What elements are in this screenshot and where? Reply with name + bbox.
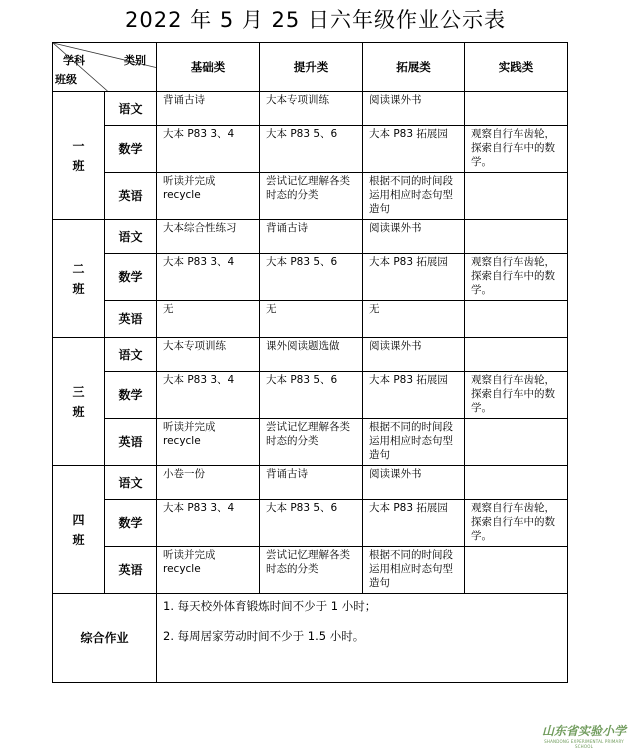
- class-name-char: 二: [72, 261, 85, 276]
- homework-cell-basic: 无: [157, 301, 260, 338]
- table-row: [53, 547, 568, 594]
- summary-row: [53, 594, 568, 683]
- subject-cell: 语文: [105, 92, 157, 126]
- summary-label: 综合作业: [53, 594, 157, 683]
- homework-cell-extension: 无: [363, 301, 465, 338]
- class-name-char: 班: [72, 532, 85, 547]
- homework-cell-basic: 大本 P83 3、4: [157, 372, 260, 419]
- table-row: [53, 173, 568, 220]
- diagonal-header-cell: [53, 43, 157, 92]
- table-row: [53, 500, 568, 547]
- homework-cell-extension: 大本 P83 拓展园: [363, 372, 465, 419]
- summary-item: 2. 每周居家劳动时间不少于 1.5 小时。: [163, 629, 365, 643]
- homework-cell-basic: 大本专项训练: [157, 338, 260, 372]
- subject-cell: 英语: [105, 547, 157, 594]
- subject-cell: 英语: [105, 173, 157, 220]
- category-axis-label: 类别: [124, 54, 146, 67]
- class-name-char: 班: [72, 404, 85, 419]
- school-logo: [538, 722, 630, 749]
- homework-cell-practice: [465, 338, 568, 372]
- homework-cell-extension: 阅读课外书: [363, 338, 465, 372]
- class-name-char: 班: [72, 281, 85, 296]
- summary-item: 1. 每天校外体育锻炼时间不少于 1 小时；: [163, 599, 377, 613]
- homework-cell-extension: 阅读课外书: [363, 466, 465, 500]
- class-name-cell: [53, 338, 105, 466]
- subject-cell: 语文: [105, 220, 157, 254]
- homework-cell-basic: 大本综合性练习: [157, 220, 260, 254]
- school-logo-english: SHANDONG EXPERIMENTAL PRIMARY SCHOOL: [544, 739, 624, 749]
- school-logo-name: 山东省实验小学: [541, 724, 626, 738]
- homework-cell-extension: 阅读课外书: [363, 220, 465, 254]
- homework-cell-basic: 大本 P83 3、4: [157, 126, 260, 173]
- homework-cell-basic: 背诵古诗: [157, 92, 260, 126]
- homework-cell-extension: 根据不同的时间段运用相应时态句型造句: [363, 173, 465, 220]
- column-header-basic: 基础类: [157, 43, 260, 92]
- homework-cell-advanced: 大本专项训练: [260, 92, 363, 126]
- homework-cell-practice: [465, 547, 568, 594]
- homework-cell-basic: 大本 P83 3、4: [157, 500, 260, 547]
- homework-cell-extension: 阅读课外书: [363, 92, 465, 126]
- class-name-char: 一: [72, 138, 85, 153]
- class-name-cell: [53, 466, 105, 594]
- homework-cell-practice: 观察自行车齿轮，探索自行车中的数学。: [465, 372, 568, 419]
- homework-cell-advanced: 大本 P83 5、6: [260, 372, 363, 419]
- homework-cell-advanced: 尝试记忆理解各类时态的分类: [260, 173, 363, 220]
- homework-cell-practice: [465, 466, 568, 500]
- homework-cell-practice: 观察自行车齿轮，探索自行车中的数学。: [465, 500, 568, 547]
- subject-cell: 英语: [105, 301, 157, 338]
- homework-cell-basic: 听读并完成 recycle: [157, 173, 260, 220]
- table-row: [53, 338, 568, 372]
- class-axis-label: 班级: [55, 73, 77, 86]
- homework-cell-advanced: 课外阅读题选做: [260, 338, 363, 372]
- homework-cell-advanced: 尝试记忆理解各类时态的分类: [260, 547, 363, 594]
- homework-cell-extension: 大本 P83 拓展园: [363, 126, 465, 173]
- class-name-cell: [53, 220, 105, 338]
- table-row: [53, 220, 568, 254]
- homework-cell-basic: 小卷一份: [157, 466, 260, 500]
- table-row: [53, 372, 568, 419]
- homework-cell-advanced: 无: [260, 301, 363, 338]
- homework-table: [52, 42, 568, 683]
- homework-cell-practice: [465, 301, 568, 338]
- column-header-advanced: 提升类: [260, 43, 363, 92]
- table-row: [53, 419, 568, 466]
- class-name-char: 四: [72, 512, 85, 527]
- subject-cell: 英语: [105, 419, 157, 466]
- homework-cell-advanced: 大本 P83 5、6: [260, 500, 363, 547]
- summary-items: [157, 594, 568, 683]
- homework-cell-practice: 观察自行车齿轮，探索自行车中的数学。: [465, 126, 568, 173]
- subject-cell: 数学: [105, 126, 157, 173]
- table-row: [53, 254, 568, 301]
- homework-cell-basic: 听读并完成 recycle: [157, 419, 260, 466]
- class-name-char: 班: [72, 158, 85, 173]
- table-row: [53, 301, 568, 338]
- page-title: 2022 年 5 月 25 日六年级作业公示表: [125, 8, 506, 32]
- column-header-extension: 拓展类: [363, 43, 465, 92]
- table-row: [53, 92, 568, 126]
- subject-cell: 语文: [105, 338, 157, 372]
- subject-cell: 语文: [105, 466, 157, 500]
- homework-cell-advanced: 尝试记忆理解各类时态的分类: [260, 419, 363, 466]
- homework-cell-extension: 根据不同的时间段运用相应时态句型造句: [363, 419, 465, 466]
- subject-axis-label: 学科: [63, 54, 85, 67]
- class-name-cell: [53, 92, 105, 220]
- column-header-practice: 实践类: [465, 43, 568, 92]
- homework-cell-advanced: 大本 P83 5、6: [260, 254, 363, 301]
- homework-cell-basic: 大本 P83 3、4: [157, 254, 260, 301]
- homework-cell-advanced: 背诵古诗: [260, 220, 363, 254]
- homework-cell-extension: 根据不同的时间段运用相应时态句型造句: [363, 547, 465, 594]
- homework-cell-extension: 大本 P83 拓展园: [363, 500, 465, 547]
- homework-cell-basic: 听读并完成 recycle: [157, 547, 260, 594]
- homework-cell-practice: [465, 220, 568, 254]
- homework-cell-advanced: 背诵古诗: [260, 466, 363, 500]
- subject-cell: 数学: [105, 372, 157, 419]
- homework-cell-extension: 大本 P83 拓展园: [363, 254, 465, 301]
- homework-cell-practice: [465, 419, 568, 466]
- subject-cell: 数学: [105, 254, 157, 301]
- header-row: [53, 43, 568, 92]
- class-name-char: 三: [72, 384, 85, 399]
- table-row: [53, 126, 568, 173]
- homework-cell-advanced: 大本 P83 5、6: [260, 126, 363, 173]
- subject-cell: 数学: [105, 500, 157, 547]
- homework-cell-practice: [465, 92, 568, 126]
- homework-cell-practice: 观察自行车齿轮，探索自行车中的数学。: [465, 254, 568, 301]
- homework-cell-practice: [465, 173, 568, 220]
- table-row: [53, 466, 568, 500]
